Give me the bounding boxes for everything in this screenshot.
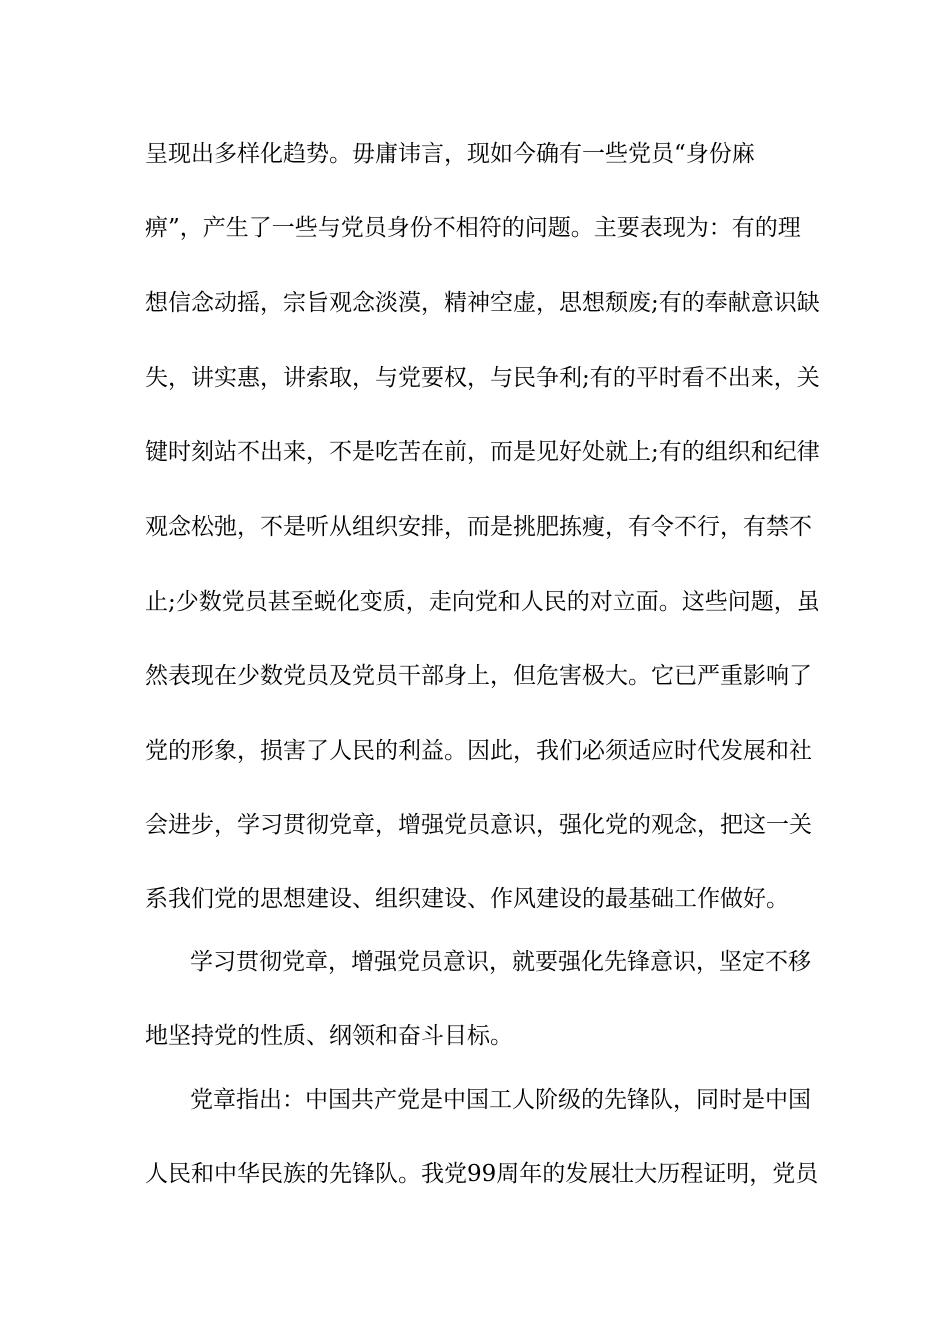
text-line: 然表现在少数党员及党员干部身上，但危害极大。它已严重影响了 [145, 663, 812, 689]
text-line: 呈现出多样化趋势。毋庸讳言，现如今确有一些党员“身份麻 [145, 141, 755, 167]
text-line: 失，讲实惠，讲索取，与党要权，与民争利;有的平时看不出来，关 [145, 365, 820, 391]
paragraph-first-line: 学习贯彻党章，增强党员意识，就要强化先锋意识，坚定不移 [190, 949, 811, 975]
text-line: 观念松弛，不是听从组织安排，而是挑肥拣瘦，有令不行，有禁不 [145, 514, 812, 540]
text-line: 人民和中华民族的先锋队。我党99周年的发展壮大历程证明，党员 [145, 1161, 819, 1187]
text-line: 会进步，学习贯彻党章，增强党员意识，强化党的观念，把这一关 [145, 812, 812, 838]
text-line: 痹”，产生了一些与党员身份不相符的问题。主要表现为：有的理 [145, 215, 801, 241]
paragraph-first-line: 党章指出：中国共产党是中国工人阶级的先锋队，同时是中国 [190, 1087, 811, 1113]
text-line: 系我们党的思想建设、组织建设、作风建设的最基础工作做好。 [145, 886, 789, 912]
text-line: 键时刻站不出来，不是吃苦在前，而是见好处就上;有的组织和纪律 [145, 439, 820, 465]
text-line: 地坚持党的性质、纲领和奋斗目标。 [145, 1023, 513, 1049]
text-line: 党的形象，损害了人民的利益。因此，我们必须适应时代发展和社 [145, 738, 812, 764]
text-line: 止;少数党员甚至蜕化变质，走向党和人民的对立面。这些问题，虽 [145, 589, 820, 615]
text-line: 想信念动摇，宗旨观念淡漠，精神空虚，思想颓废;有的奉献意识缺 [145, 290, 820, 316]
